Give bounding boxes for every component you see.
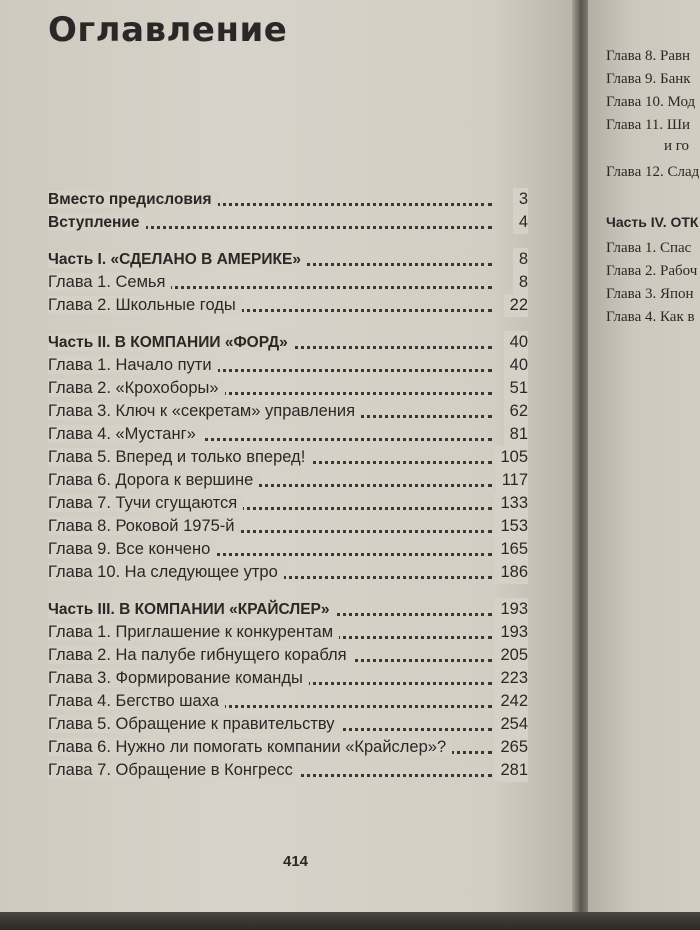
toc-entry <box>48 400 528 423</box>
toc-entry-page: 40 <box>504 354 528 377</box>
toc-entry-page: 186 <box>494 561 528 584</box>
toc-entry <box>48 515 528 538</box>
toc-entry <box>48 561 528 584</box>
toc-entry-page: 205 <box>494 644 528 667</box>
toc-entry-page: 193 <box>494 621 528 644</box>
toc-entry <box>48 759 528 782</box>
toc-entry-page: 81 <box>504 423 528 446</box>
toc-entry-label: Часть II. В КОМПАНИИ «ФОРД» <box>48 334 294 351</box>
toc-entry-label: Глава 1. Приглашение к конкурентам <box>48 623 339 641</box>
toc-entry <box>48 736 528 759</box>
toc-entry-page: 4 <box>513 211 528 234</box>
toc-entry <box>48 446 528 469</box>
toc-entry <box>48 294 528 317</box>
toc-entry-label: Глава 4. Бегство шаха <box>48 692 225 710</box>
toc-entry-label: Вместо предисловия <box>48 191 218 208</box>
toc-entry-page: 40 <box>504 331 528 354</box>
toc-entry-cropped: Глава 11. Ши <box>606 117 691 133</box>
toc-entry-label: Глава 10. На следующее утро <box>48 563 284 581</box>
toc-entry-cropped: Глава 4. Как в <box>606 309 695 325</box>
right-page <box>588 0 700 912</box>
toc-entry-label: Глава 1. Семья <box>48 273 171 291</box>
toc-entry-label: Вступление <box>48 214 146 231</box>
toc-entry-cropped: Глава 1. Спас <box>606 240 692 256</box>
toc-entry-page: 281 <box>494 759 528 782</box>
toc-entry-page: 105 <box>494 446 528 469</box>
toc-entry-label: Глава 6. Нужно ли помогать компании «Крайслер»? <box>48 738 452 756</box>
toc-part-heading <box>48 248 528 271</box>
book-bottom-edge <box>0 912 700 930</box>
table-of-contents <box>48 188 528 782</box>
toc-entry-page: 265 <box>494 736 528 759</box>
toc-entry-label: Глава 1. Начало пути <box>48 356 218 374</box>
toc-entry <box>48 713 528 736</box>
toc-entry-cropped: и го <box>664 138 690 154</box>
toc-entry-cropped: Глава 10. Мод <box>606 94 696 110</box>
toc-entry <box>48 644 528 667</box>
toc-entry-label: Глава 3. Ключ к «секретам» управления <box>48 402 361 420</box>
toc-entry-page: 3 <box>513 188 528 211</box>
toc-entry-page: 153 <box>494 515 528 538</box>
toc-entry-label: Глава 6. Дорога к вершине <box>48 471 259 489</box>
toc-entry <box>48 690 528 713</box>
toc-entry-page: 165 <box>494 538 528 561</box>
toc-entry-page: 223 <box>494 667 528 690</box>
toc-entry-label: Часть III. В КОМПАНИИ «КРАЙСЛЕР» <box>48 601 336 618</box>
toc-entry-page: 8 <box>513 271 528 294</box>
toc-entry <box>48 667 528 690</box>
page-title: Оглавление <box>48 10 288 50</box>
toc-entry-cropped: Глава 9. Банк <box>606 71 691 87</box>
toc-part-heading <box>48 598 528 621</box>
toc-entry-label: Глава 8. Роковой 1975-й <box>48 517 241 535</box>
toc-entry-page: 22 <box>504 294 528 317</box>
toc-part-heading-cropped: Часть IV. ОТК <box>606 214 699 230</box>
toc-entry-label: Глава 2. «Крохоборы» <box>48 379 225 397</box>
toc-entry-cropped: Глава 2. Рабоч <box>606 263 698 279</box>
toc-entry-page: 254 <box>494 713 528 736</box>
toc-entry <box>48 377 528 400</box>
toc-entry-label: Глава 3. Формирование команды <box>48 669 309 687</box>
toc-entry-label: Глава 2. Школьные годы <box>48 296 242 314</box>
toc-entry-label: Глава 5. Вперед и только вперед! <box>48 448 311 466</box>
toc-entry-label: Глава 4. «Мустанг» <box>48 425 202 443</box>
toc-part-heading <box>48 331 528 354</box>
toc-entry <box>48 621 528 644</box>
toc-entry-label: Часть I. «СДЕЛАНО В АМЕРИКЕ» <box>48 251 307 268</box>
toc-entry-page: 8 <box>513 248 528 271</box>
toc-entry-cropped: Глава 3. Япон <box>606 286 694 302</box>
toc-entry-label: Глава 7. Обращение в Конгресс <box>48 761 299 779</box>
toc-entry-page: 51 <box>504 377 528 400</box>
toc-entry-label: Глава 9. Все кончено <box>48 540 216 558</box>
toc-entry-page: 117 <box>496 469 528 492</box>
toc-entry <box>48 271 528 294</box>
toc-entry-label: Глава 5. Обращение к правительству <box>48 715 341 733</box>
toc-entry <box>48 354 528 377</box>
toc-entry <box>48 469 528 492</box>
toc-entry-label: Глава 2. На палубе гибнущего корабля <box>48 646 353 664</box>
toc-entry-cropped: Глава 8. Равн <box>606 48 691 64</box>
toc-entry <box>48 538 528 561</box>
toc-entry-page: 62 <box>504 400 528 423</box>
toc-entry-page: 133 <box>494 492 528 515</box>
page-number: 414 <box>283 853 309 870</box>
toc-entry-preface <box>48 188 528 211</box>
toc-entry-introduction <box>48 211 528 234</box>
toc-entry <box>48 423 528 446</box>
toc-entry <box>48 492 528 515</box>
toc-entry-page: 242 <box>494 690 528 713</box>
toc-entry-cropped: Глава 12. Слад <box>606 164 700 180</box>
toc-entry-page: 193 <box>494 598 528 621</box>
toc-entry-label: Глава 7. Тучи сгущаются <box>48 494 243 512</box>
